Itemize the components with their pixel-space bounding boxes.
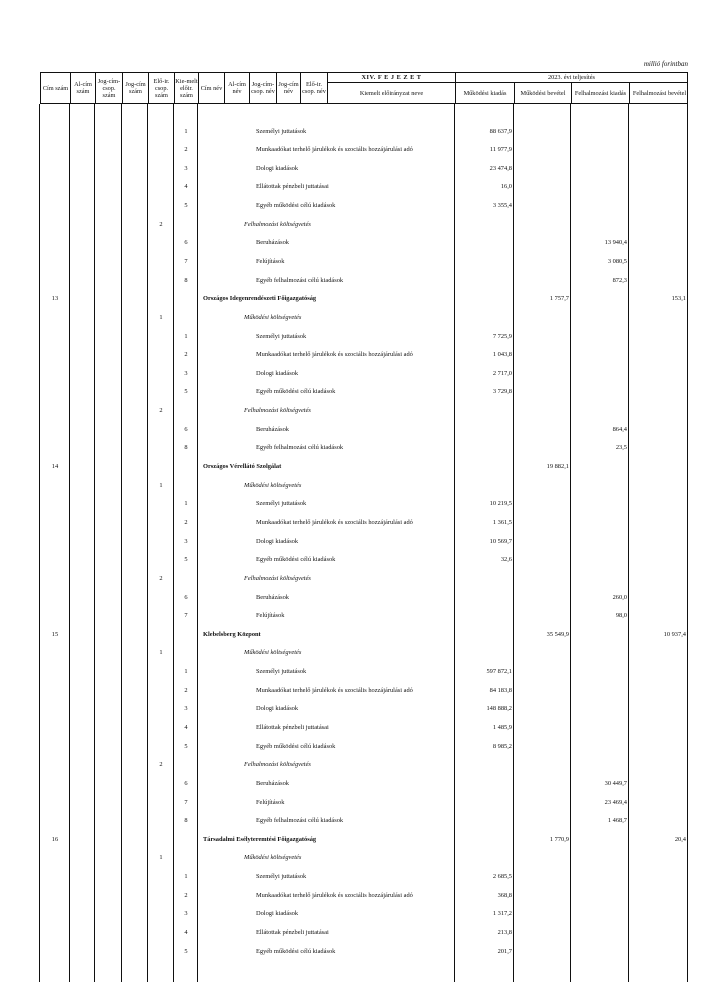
mukodesi-kiadas-value: 3 729,8: [492, 388, 512, 396]
table-row: [40, 718, 688, 737]
kiemelt-eloir-number: 1: [184, 127, 188, 135]
table-row: [40, 867, 688, 886]
appropriation-name: Dologi kiadások: [256, 705, 299, 713]
kiemelt-eloir-number: 4: [184, 183, 188, 191]
felhalmozasi-kiadas-value: 23,5: [615, 444, 627, 452]
cim-number: 13: [51, 295, 59, 303]
header-jogcim-szam: Jog-cím szám: [123, 73, 149, 103]
mukodesi-kiadas-value: 1 361,5: [492, 518, 512, 526]
mukodesi-kiadas-value: 368,8: [497, 891, 512, 899]
appropriation-name: Egyéb működési célú kiadások: [256, 556, 336, 564]
table-row: [40, 681, 688, 700]
cim-number: 16: [51, 835, 59, 843]
table-row: [40, 159, 688, 178]
appropriation-name: Egyéb felhalmozási célú kiadások: [256, 276, 344, 284]
kiemelt-eloir-number: 8: [184, 817, 188, 825]
appropriation-name: Munkaadókat terhelő járulékok és szociális hozzájárulási adó: [256, 351, 413, 359]
appropriation-name: Személyi juttatások: [256, 127, 307, 135]
header-value-col: Felhalmozási bevétel: [632, 89, 687, 97]
institution-name: Társadalmi Esélyteremtési Főigazgatóság: [203, 835, 317, 843]
table-row: [40, 905, 688, 924]
institution-name: Országos Idegenrendészeti Főigazgatóság: [203, 295, 317, 303]
period-header: 2023. évi teljesítés: [456, 73, 687, 83]
appropriation-name: Beruházások: [256, 779, 290, 787]
appropriation-name: Munkaadókat terhelő járulékok és szociális hozzájárulási adó: [256, 686, 413, 694]
institution-name: Országos Vérellátó Szolgálat: [203, 463, 282, 471]
table-row: [40, 439, 688, 458]
table-row: [40, 178, 688, 197]
mukodesi-bevetel-value: 19 882,1: [546, 463, 569, 471]
kiemelt-eloir-number: 1: [184, 668, 188, 676]
table-row: [40, 625, 688, 644]
kiemelt-eloir-number: 1: [184, 873, 188, 881]
kiemelt-eloir-number: 1: [184, 332, 188, 340]
table-row: [40, 476, 688, 495]
mukodesi-bevetel-value: 1 757,7: [549, 295, 569, 303]
kiemelt-eloir-number: 3: [184, 369, 188, 377]
table-row: [40, 532, 688, 551]
eloir-csop-number: 1: [159, 481, 163, 489]
felhalmozasi-kiadas-value: 872,3: [612, 276, 627, 284]
table-row: [40, 215, 688, 234]
kiemelt-eloir-number: 4: [184, 929, 188, 937]
table-row: [40, 550, 688, 569]
eloir-csop-number: 2: [159, 220, 163, 228]
kiemelt-eloir-number: 5: [184, 202, 188, 210]
kiemelt-eloir-number: 6: [184, 593, 188, 601]
eloir-csop-number: 1: [159, 313, 163, 321]
table-row: [40, 234, 688, 253]
budget-group-name: Működési költségvetés: [244, 313, 302, 321]
kiemelt-eloir-number: 5: [184, 947, 188, 955]
mukodesi-kiadas-value: 11 977,9: [489, 146, 512, 154]
header-eloircsop-nev: Elő-ir. csop. név: [301, 73, 328, 103]
table-row: [40, 289, 688, 308]
felhalmozasi-kiadas-value: 1 468,7: [607, 817, 627, 825]
felhalmozasi-kiadas-value: 260,0: [612, 593, 627, 601]
table-header: [40, 72, 688, 104]
table-row: [40, 793, 688, 812]
table-row: [40, 755, 688, 774]
table-row: [40, 252, 688, 271]
appropriation-name: Beruházások: [256, 593, 290, 601]
kiemelt-eloir-number: 2: [184, 351, 188, 359]
kiemelt-eloir-number: 6: [184, 425, 188, 433]
table-row: [40, 364, 688, 383]
eloir-csop-number: 1: [159, 649, 163, 657]
budget-group-name: Működési költségvetés: [244, 649, 302, 657]
appropriation-name: Felújítások: [256, 612, 285, 620]
header-jogcimcsop-szam: Jog-cím-csop. szám: [96, 73, 123, 103]
mukodesi-kiadas-value: 23 474,8: [489, 164, 512, 172]
kiemelt-eloir-number: 2: [184, 146, 188, 154]
mukodesi-kiadas-value: 32,6: [500, 556, 512, 564]
felhalmozasi-kiadas-value: 13 940,4: [604, 239, 627, 247]
eloir-csop-number: 2: [159, 407, 163, 415]
table-row: [40, 774, 688, 793]
table-row: [40, 271, 688, 290]
appropriation-name: Egyéb működési célú kiadások: [256, 202, 336, 210]
mukodesi-kiadas-value: 88 637,9: [489, 127, 512, 135]
header-value-col: Működési kiadás: [456, 83, 515, 103]
kiemelt-eloir-number: 2: [184, 518, 188, 526]
budget-group-name: Működési költségvetés: [244, 854, 302, 862]
table-row: [40, 569, 688, 588]
appropriation-name: Ellátottak pénzbeli juttatásai: [256, 723, 329, 731]
felhalmozasi-kiadas-value: 30 449,7: [604, 779, 627, 787]
felhalmozasi-bevetel-value: 20,4: [674, 835, 686, 843]
header-kiemelt-eloir-szam: Kie-melt előir. szám: [175, 73, 199, 103]
table-row: [40, 588, 688, 607]
appropriation-name: Beruházások: [256, 239, 290, 247]
table-row: [40, 401, 688, 420]
table-row: [40, 345, 688, 364]
appropriation-name: Személyi juttatások: [256, 873, 307, 881]
appropriation-name: Dologi kiadások: [256, 910, 299, 918]
eloir-csop-number: 2: [159, 574, 163, 582]
kiemelt-eloir-number: 7: [184, 612, 188, 620]
felhalmozasi-kiadas-value: 23 469,4: [604, 798, 627, 806]
mukodesi-kiadas-value: 213,8: [497, 929, 512, 937]
mukodesi-kiadas-value: 3 355,4: [492, 202, 512, 210]
kiemelt-eloir-number: 7: [184, 798, 188, 806]
header-eloircsop-szam: Elő-ir. csop. szám: [149, 73, 175, 103]
eloir-csop-number: 1: [159, 854, 163, 862]
kiemelt-eloir-number: 3: [184, 705, 188, 713]
mukodesi-kiadas-value: 2 717,0: [492, 369, 512, 377]
appropriation-name: Egyéb működési célú kiadások: [256, 947, 336, 955]
kiemelt-eloir-number: 3: [184, 164, 188, 172]
budget-group-name: Működési költségvetés: [244, 481, 302, 489]
appropriation-name: Munkaadókat terhelő járulékok és szociális hozzájárulási adó: [256, 891, 413, 899]
appropriation-name: Egyéb működési célú kiadások: [256, 742, 336, 750]
mukodesi-kiadas-value: 10 219,5: [489, 500, 512, 508]
header-cim-szam: Cím szám: [41, 73, 71, 103]
appropriation-name: Személyi juttatások: [256, 332, 307, 340]
appropriation-name: Személyi juttatások: [256, 668, 307, 676]
table-row: [40, 886, 688, 905]
mukodesi-kiadas-value: 2 685,5: [492, 873, 512, 881]
table-row: [40, 140, 688, 159]
mukodesi-kiadas-value: 1 043,8: [492, 351, 512, 359]
appropriation-name: Felújítások: [256, 257, 285, 265]
header-value-col: Felhalmozási kiadás: [572, 83, 630, 103]
kiemelt-eloir-number: 8: [184, 276, 188, 284]
table-row: [40, 495, 688, 514]
appropriation-name: Munkaadókat terhelő járulékok és szociális hozzájárulási adó: [256, 146, 413, 154]
kiemelt-eloir-number: 4: [184, 723, 188, 731]
table-row: [40, 923, 688, 942]
mukodesi-kiadas-value: 201,7: [497, 947, 512, 955]
kiemelt-eloir-number: 2: [184, 686, 188, 694]
felhalmozasi-kiadas-value: 98,0: [615, 612, 627, 620]
table-row: [40, 700, 688, 719]
table-row: [40, 122, 688, 141]
table-row: [40, 457, 688, 476]
kiemelt-eloir-number: 2: [184, 891, 188, 899]
unit-note: millió forintban: [643, 60, 688, 68]
kiemelt-eloir-number: 8: [184, 444, 188, 452]
kiemelt-eloir-number: 5: [184, 388, 188, 396]
mukodesi-kiadas-value: 84 183,8: [489, 686, 512, 694]
mukodesi-bevetel-value: 35 549,9: [546, 630, 569, 638]
felhalmozasi-bevetel-value: 10 937,4: [663, 630, 686, 638]
felhalmozasi-bevetel-value: 153,1: [671, 295, 686, 303]
appropriation-name: Személyi juttatások: [256, 500, 307, 508]
table-row: [40, 849, 688, 868]
table-row: [40, 830, 688, 849]
budget-group-name: Felhalmozási költségvetés: [244, 220, 311, 228]
budget-group-name: Felhalmozási költségvetés: [244, 574, 311, 582]
appropriation-name: Dologi kiadások: [256, 369, 299, 377]
table-row: [40, 308, 688, 327]
mukodesi-kiadas-value: 7 725,9: [492, 332, 512, 340]
table-row: [40, 327, 688, 346]
kiemelt-eloir-number: 5: [184, 556, 188, 564]
mukodesi-kiadas-value: 597 872,1: [486, 668, 512, 676]
cim-number: 15: [51, 630, 59, 638]
mukodesi-bevetel-value: 1 770,9: [549, 835, 569, 843]
mukodesi-kiadas-value: 16,0: [500, 183, 512, 191]
kiemelt-eloir-number: 6: [184, 239, 188, 247]
institution-name: Klebelsberg Központ: [203, 630, 261, 638]
appropriation-name: Munkaadókat terhelő járulékok és szociális hozzájárulási adó: [256, 518, 413, 526]
table-body: [40, 104, 688, 982]
table-row: [40, 513, 688, 532]
header-alcim-nev: Al-cím név: [225, 73, 250, 103]
table-row: [40, 196, 688, 215]
kiemelt-eloir-number: 5: [184, 742, 188, 750]
table-row: [40, 383, 688, 402]
table-row: [40, 420, 688, 439]
table-row: [40, 606, 688, 625]
appropriation-name: Egyéb felhalmozási célú kiadások: [256, 444, 344, 452]
header-cim-nev: Cím név: [199, 73, 225, 103]
felhalmozasi-kiadas-value: 3 080,5: [607, 257, 627, 265]
header-jogcim-nev: Jog-cím név: [277, 73, 301, 103]
appropriation-name: Beruházások: [256, 425, 290, 433]
appropriation-name: Dologi kiadások: [256, 164, 299, 172]
mukodesi-kiadas-value: 148 888,2: [486, 705, 512, 713]
mukodesi-kiadas-value: 8 985,2: [492, 742, 512, 750]
felhalmozasi-kiadas-value: 864,4: [612, 425, 627, 433]
kiemelt-eloir-number: 3: [184, 910, 188, 918]
header-value-col: Működési bevétel: [515, 83, 572, 103]
appropriation-name: Egyéb működési célú kiadások: [256, 388, 336, 396]
header-alcim-szam: Al-cím szám: [71, 73, 96, 103]
appropriation-name: Ellátottak pénzbeli juttatásai: [256, 183, 329, 191]
table-row: [40, 644, 688, 663]
name-column-header: Kiemelt előirányzat neve: [328, 83, 456, 103]
kiemelt-eloir-number: 7: [184, 257, 188, 265]
eloir-csop-number: 2: [159, 761, 163, 769]
budget-group-name: Felhalmozási költségvetés: [244, 407, 311, 415]
mukodesi-kiadas-value: 1 485,9: [492, 723, 512, 731]
budget-group-name: Felhalmozási költségvetés: [244, 761, 311, 769]
appropriation-name: Dologi kiadások: [256, 537, 299, 545]
table-row: [40, 942, 688, 961]
table-row: [40, 811, 688, 830]
table-row: [40, 662, 688, 681]
kiemelt-eloir-number: 3: [184, 537, 188, 545]
kiemelt-eloir-number: 1: [184, 500, 188, 508]
appropriation-name: Felújítások: [256, 798, 285, 806]
appropriation-name: Egyéb felhalmozási célú kiadások: [256, 817, 344, 825]
chapter-title: XIV. F E J E Z E T: [328, 73, 456, 83]
mukodesi-kiadas-value: 1 317,2: [492, 910, 512, 918]
kiemelt-eloir-number: 6: [184, 779, 188, 787]
table-row: [40, 737, 688, 756]
mukodesi-kiadas-value: 10 569,7: [489, 537, 512, 545]
header-jogcimcsop-nev: Jog-cím-csop. név: [250, 73, 277, 103]
cim-number: 14: [51, 463, 59, 471]
appropriation-name: Ellátottak pénzbeli juttatásai: [256, 929, 329, 937]
